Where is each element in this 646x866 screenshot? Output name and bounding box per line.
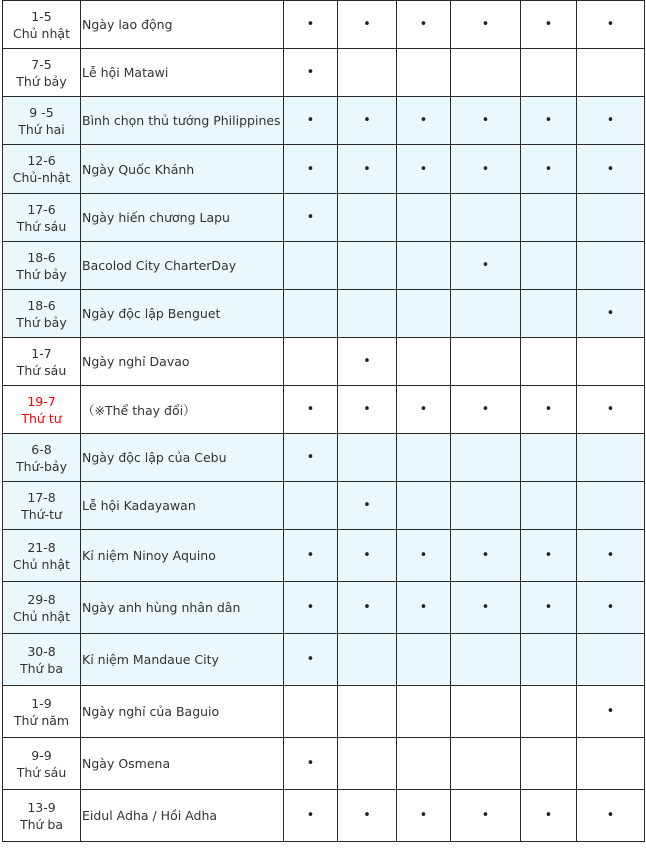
date-text: 29-8	[27, 591, 56, 607]
bullet-icon: •	[544, 808, 553, 823]
weekday-text: Chủ nhật	[13, 556, 70, 572]
mark-cell	[451, 338, 521, 386]
bullet-icon: •	[419, 161, 428, 177]
event-name: Ngày độc lập của Cebu	[81, 434, 284, 482]
mark-cell	[451, 242, 521, 290]
table-row	[3, 49, 645, 97]
table-row	[3, 582, 645, 634]
weekday-text: Thứ sáu	[16, 764, 67, 780]
mark-cell	[451, 194, 521, 242]
event-name: Bacolod City CharterDay	[81, 242, 284, 290]
bullet-icon: •	[306, 450, 315, 465]
mark-cell	[397, 482, 451, 530]
bullet-icon: •	[606, 402, 615, 417]
date-text: 30-8	[27, 643, 56, 659]
bullet-icon: •	[544, 402, 553, 417]
mark-cell	[397, 1, 451, 49]
mark-cell	[284, 338, 338, 386]
mark-cell	[451, 97, 521, 145]
mark-cell	[521, 434, 577, 482]
date-cell	[3, 790, 81, 842]
mark-cell	[397, 338, 451, 386]
mark-cell	[338, 194, 397, 242]
mark-cell	[397, 790, 451, 842]
date-text: 18-6	[27, 297, 56, 313]
mark-cell	[577, 338, 645, 386]
bullet-icon: •	[606, 704, 615, 719]
bullet-icon: •	[606, 17, 615, 32]
bullet-icon: •	[363, 600, 371, 615]
mark-cell	[451, 434, 521, 482]
bullet-icon: •	[363, 17, 371, 32]
weekday-text: Thứ ba	[19, 660, 64, 676]
bullet-icon: •	[363, 548, 371, 563]
date-text: 12-6	[27, 153, 56, 168]
date-text: 17-6	[27, 201, 56, 217]
mark-cell	[577, 49, 645, 97]
mark-cell	[451, 790, 521, 842]
mark-cell	[521, 790, 577, 842]
bullet-icon: •	[363, 498, 371, 513]
mark-cell	[451, 49, 521, 97]
mark-cell	[284, 686, 338, 738]
mark-cell	[577, 686, 645, 738]
table-row	[3, 194, 645, 242]
mark-cell	[338, 738, 397, 790]
event-name: Eidul Adha / Hồi Adha	[81, 790, 284, 842]
bullet-icon: •	[306, 17, 315, 32]
mark-cell	[521, 97, 577, 145]
bullet-icon: •	[481, 161, 490, 177]
table-row	[3, 634, 645, 686]
weekday-text: Thứ tư	[21, 410, 62, 426]
mark-cell	[521, 686, 577, 738]
bullet-icon: •	[306, 548, 315, 563]
mark-cell	[577, 434, 645, 482]
bullet-icon: •	[306, 808, 315, 823]
event-name: （※Thể thay đổi）	[81, 386, 284, 434]
event-name: Bình chọn thủ tướng Philippines	[81, 97, 284, 145]
date-cell	[3, 145, 81, 194]
mark-cell	[397, 530, 451, 582]
mark-cell	[577, 482, 645, 530]
date-cell	[3, 686, 81, 738]
date-text: 21-8	[27, 539, 56, 555]
date-cell	[3, 49, 81, 97]
event-name: Ngày nghỉ Davao	[81, 338, 284, 386]
mark-cell	[338, 434, 397, 482]
mark-cell	[451, 686, 521, 738]
mark-cell	[397, 290, 451, 338]
date-text: 6-8	[31, 441, 52, 457]
mark-cell	[284, 790, 338, 842]
mark-cell	[521, 242, 577, 290]
mark-cell	[521, 1, 577, 49]
bullet-icon: •	[481, 600, 490, 615]
table-row	[3, 338, 645, 386]
mark-cell	[284, 242, 338, 290]
bullet-icon: •	[363, 402, 371, 417]
mark-cell	[521, 338, 577, 386]
bullet-icon: •	[306, 600, 315, 615]
bullet-icon: •	[419, 402, 428, 417]
mark-cell	[284, 97, 338, 145]
weekday-text: Thứ sáu	[16, 362, 67, 378]
event-name: Ngày Quốc Khánh	[81, 145, 284, 194]
bullet-icon: •	[544, 600, 553, 615]
mark-cell	[338, 582, 397, 634]
event-name: Lễ hội Matawi	[81, 49, 284, 97]
mark-cell	[338, 242, 397, 290]
mark-cell	[338, 386, 397, 434]
date-text: 1-7	[31, 345, 52, 361]
weekday-text: Chủ nhật	[13, 25, 70, 41]
mark-cell	[338, 686, 397, 738]
mark-cell	[451, 145, 521, 194]
mark-cell	[577, 582, 645, 634]
table-row	[3, 386, 645, 434]
mark-cell	[338, 530, 397, 582]
bullet-icon: •	[606, 306, 615, 321]
event-name: Kỉ niệm Mandaue City	[81, 634, 284, 686]
table-row	[3, 530, 645, 582]
date-cell	[3, 634, 81, 686]
mark-cell	[521, 145, 577, 194]
weekday-text: Thứ-bảy	[16, 458, 67, 474]
mark-cell	[577, 242, 645, 290]
mark-cell	[397, 434, 451, 482]
weekday-text: Thứ năm	[13, 712, 70, 728]
mark-cell	[521, 582, 577, 634]
date-cell	[3, 738, 81, 790]
table-row	[3, 145, 645, 194]
mark-cell	[451, 290, 521, 338]
holiday-table	[2, 0, 645, 842]
date-text: 9-9	[31, 747, 52, 763]
mark-cell	[577, 194, 645, 242]
mark-cell	[397, 634, 451, 686]
mark-cell	[397, 738, 451, 790]
mark-cell	[577, 634, 645, 686]
mark-cell	[284, 145, 338, 194]
date-cell	[3, 386, 81, 434]
bullet-icon: •	[544, 161, 553, 177]
date-cell	[3, 530, 81, 582]
event-name: Ngày độc lập Benguet	[81, 290, 284, 338]
bullet-icon: •	[544, 17, 553, 32]
mark-cell	[338, 290, 397, 338]
event-name: Kỉ niệm Ninoy Aquino	[81, 530, 284, 582]
bullet-icon: •	[481, 113, 490, 128]
bullet-icon: •	[306, 161, 315, 177]
mark-cell	[521, 194, 577, 242]
table-row	[3, 738, 645, 790]
bullet-icon: •	[306, 402, 315, 417]
mark-cell	[577, 1, 645, 49]
weekday-text: Thứ hai	[18, 121, 65, 137]
mark-cell	[284, 434, 338, 482]
bullet-icon: •	[544, 113, 553, 128]
date-cell	[3, 242, 81, 290]
mark-cell	[338, 634, 397, 686]
mark-cell	[577, 97, 645, 145]
mark-cell	[577, 738, 645, 790]
date-cell	[3, 194, 81, 242]
mark-cell	[451, 482, 521, 530]
table-row	[3, 97, 645, 145]
bullet-icon: •	[363, 161, 371, 177]
table-row	[3, 686, 645, 738]
mark-cell	[397, 582, 451, 634]
date-text: 1-9	[31, 695, 52, 711]
mark-cell	[521, 530, 577, 582]
weekday-text: Thứ bảy	[16, 314, 67, 330]
mark-cell	[521, 634, 577, 686]
mark-cell	[338, 790, 397, 842]
bullet-icon: •	[419, 17, 428, 32]
weekday-text: Chủ nhật	[13, 608, 70, 624]
bullet-icon: •	[419, 113, 428, 128]
mark-cell	[397, 49, 451, 97]
weekday-text: Thứ-tư	[21, 506, 62, 522]
date-cell	[3, 482, 81, 530]
mark-cell	[284, 530, 338, 582]
weekday-text: Thứ ba	[19, 816, 64, 832]
date-text: 18-6	[27, 249, 56, 265]
event-name: Ngày anh hùng nhân dân	[81, 582, 284, 634]
date-text: 7-5	[31, 56, 52, 72]
weekday-text: Thứ sáu	[16, 218, 67, 234]
mark-cell	[338, 97, 397, 145]
event-name: Ngày lao động	[81, 1, 284, 49]
date-cell	[3, 97, 81, 145]
mark-cell	[284, 386, 338, 434]
date-text: 17-8	[27, 489, 56, 505]
mark-cell	[577, 386, 645, 434]
bullet-icon: •	[606, 808, 615, 823]
mark-cell	[338, 145, 397, 194]
bullet-icon: •	[419, 548, 428, 563]
date-cell	[3, 1, 81, 49]
table-row	[3, 790, 645, 842]
mark-cell	[397, 194, 451, 242]
mark-cell	[338, 1, 397, 49]
bullet-icon: •	[419, 808, 428, 823]
bullet-icon: •	[306, 652, 315, 667]
mark-cell	[284, 482, 338, 530]
weekday-text: Chủ-nhật	[12, 170, 71, 185]
bullet-icon: •	[606, 600, 615, 615]
table-row	[3, 242, 645, 290]
bullet-icon: •	[363, 113, 371, 128]
bullet-icon: •	[306, 210, 315, 225]
mark-cell	[451, 386, 521, 434]
event-name: Ngày nghỉ của Baguio	[81, 686, 284, 738]
mark-cell	[284, 738, 338, 790]
holiday-table-body	[3, 1, 645, 842]
mark-cell	[397, 145, 451, 194]
mark-cell	[284, 582, 338, 634]
bullet-icon: •	[363, 808, 371, 823]
mark-cell	[577, 530, 645, 582]
table-row	[3, 1, 645, 49]
bullet-icon: •	[419, 600, 428, 615]
event-name: Ngày hiến chương Lapu	[81, 194, 284, 242]
event-name: Lễ hội Kadayawan	[81, 482, 284, 530]
bullet-icon: •	[306, 113, 315, 128]
weekday-text: Thứ bảy	[16, 266, 67, 282]
bullet-icon: •	[481, 258, 490, 273]
date-cell	[3, 582, 81, 634]
mark-cell	[338, 49, 397, 97]
mark-cell	[521, 738, 577, 790]
table-row	[3, 290, 645, 338]
mark-cell	[451, 530, 521, 582]
date-text: 13-9	[27, 799, 56, 815]
mark-cell	[284, 49, 338, 97]
date-text: 9 -5	[29, 104, 54, 120]
mark-cell	[451, 582, 521, 634]
mark-cell	[338, 338, 397, 386]
date-cell	[3, 434, 81, 482]
bullet-icon: •	[481, 548, 490, 563]
mark-cell	[577, 145, 645, 194]
mark-cell	[577, 790, 645, 842]
bullet-icon: •	[306, 65, 315, 80]
mark-cell	[451, 738, 521, 790]
mark-cell	[284, 634, 338, 686]
date-cell	[3, 338, 81, 386]
mark-cell	[397, 97, 451, 145]
bullet-icon: •	[481, 17, 490, 32]
mark-cell	[577, 290, 645, 338]
mark-cell	[284, 290, 338, 338]
table-row	[3, 482, 645, 530]
bullet-icon: •	[481, 402, 490, 417]
table-row	[3, 434, 645, 482]
mark-cell	[397, 686, 451, 738]
mark-cell	[338, 482, 397, 530]
mark-cell	[451, 634, 521, 686]
mark-cell	[397, 242, 451, 290]
mark-cell	[521, 482, 577, 530]
date-text: 19-7	[27, 393, 56, 409]
mark-cell	[451, 1, 521, 49]
mark-cell	[397, 386, 451, 434]
bullet-icon: •	[606, 548, 615, 563]
date-text: 1-5	[31, 8, 52, 24]
date-cell	[3, 290, 81, 338]
mark-cell	[521, 386, 577, 434]
mark-cell	[521, 290, 577, 338]
bullet-icon: •	[306, 756, 315, 771]
mark-cell	[521, 49, 577, 97]
bullet-icon: •	[606, 113, 615, 128]
bullet-icon: •	[544, 548, 553, 563]
mark-cell	[284, 194, 338, 242]
bullet-icon: •	[481, 808, 490, 823]
weekday-text: Thứ bảy	[16, 73, 67, 89]
bullet-icon: •	[606, 161, 615, 177]
bullet-icon: •	[363, 354, 371, 369]
mark-cell	[284, 1, 338, 49]
event-name: Ngày Osmena	[81, 738, 284, 790]
